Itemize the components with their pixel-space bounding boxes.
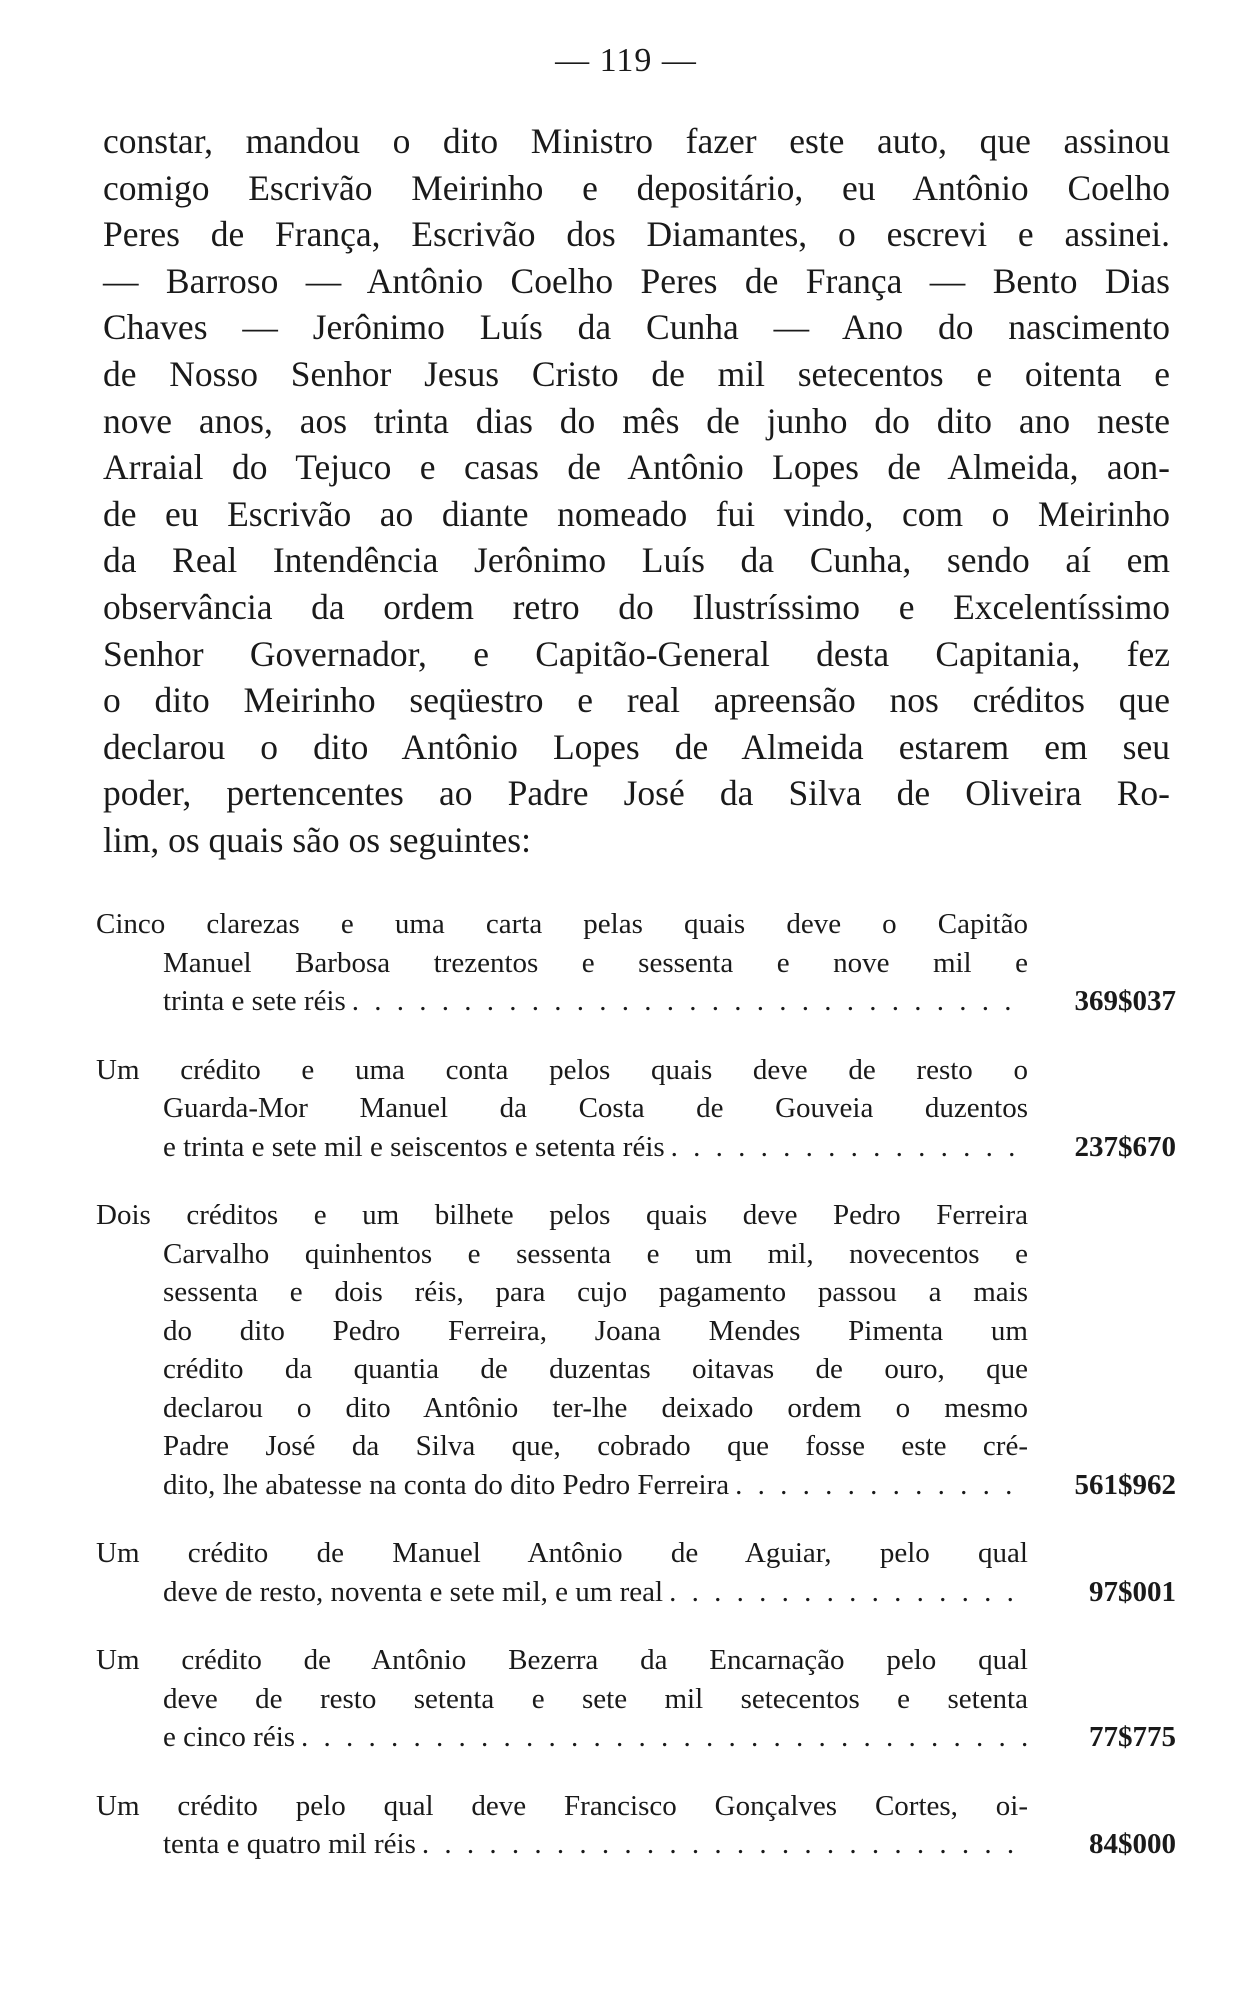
entry-text: tenta e quatro mil réis (163, 1828, 416, 1860)
entry-text: e cinco réis (163, 1721, 296, 1753)
credit-entry (96, 1051, 1176, 1167)
credit-entry (96, 1534, 1176, 1611)
body-line: observância da ordem retro do Ilustríssimo e Excelentíssimo (103, 586, 1170, 627)
entry-text-wrap (96, 1128, 1028, 1167)
entry-amount: 77$775 (1089, 1721, 1176, 1753)
body-line: o dito Meirinho seqüestro e real apreensão nos créditos que (103, 680, 1170, 721)
entry-text: Guarda-Mor Manuel da Costa de Gouveia duzentos (163, 1092, 1028, 1124)
entry-line (96, 1680, 1176, 1719)
entry-line (96, 1718, 1176, 1757)
entry-text: Um crédito de Manuel Antônio de Aguiar, pelo qual (96, 1537, 1028, 1569)
entry-line (96, 1534, 1176, 1573)
entry-text: Um crédito de Antônio Bezerra da Encarnação pelo qual (96, 1644, 1028, 1676)
entry-amount: 84$000 (1089, 1828, 1176, 1860)
entry-amount: 237$670 (1074, 1130, 1176, 1163)
body-line: nove anos, aos trinta dias do mês de junho do dito ano neste (103, 400, 1170, 441)
credit-entry (96, 1196, 1176, 1504)
entry-text: deve de resto setenta e sete mil setecentos e setenta (163, 1682, 1028, 1715)
page-number: — 119 — (555, 42, 697, 79)
entry-text: dito, lhe abatesse na conta do dito Pedro Ferreira (163, 1468, 730, 1501)
entry-text: Um crédito e uma conta pelos quais deve de resto o (96, 1053, 1028, 1086)
entry-line (96, 1350, 1176, 1389)
entry-line (96, 1641, 1176, 1680)
dot-leader (295, 1718, 1028, 1757)
body-line: da Real Intendência Jerônimo Luís da Cunha, sendo aí em (103, 540, 1170, 581)
dot-leader (663, 1573, 1028, 1612)
entry-text: crédito da quantia de duzentas oitavas de ouro, que (163, 1353, 1028, 1385)
entry-text: deve de resto, noventa e sete mil, e um real (163, 1575, 664, 1608)
body-line: Arraial do Tejuco e casas de Antônio Lopes de Almeida, aon- (103, 447, 1170, 488)
body-line: comigo Escrivão Meirinho e depositário, eu Antônio Coelho (103, 167, 1170, 208)
entry-text-wrap (96, 1825, 1028, 1864)
dot-leader (729, 1466, 1028, 1505)
entry-line (96, 982, 1176, 1021)
body-paragraph (103, 118, 1170, 864)
entry-line (96, 1273, 1176, 1312)
dot-leader (665, 1128, 1028, 1167)
entry-line (96, 1089, 1176, 1128)
body-line: Chaves — Jerônimo Luís da Cunha — Ano do nascimento (103, 307, 1170, 348)
body-line: — Barroso — Antônio Coelho Peres de França — Bento Dias (103, 260, 1170, 301)
entry-text-wrap (96, 1466, 1028, 1505)
entry-line (96, 905, 1176, 944)
entry-line (96, 1128, 1176, 1167)
body-line: poder, pertencentes ao Padre José da Silva de Oliveira Ro- (103, 773, 1170, 814)
entry-line (96, 1389, 1176, 1428)
entry-text: Cinco clarezas e uma carta pelas quais deve o Capitão (96, 908, 1028, 940)
entry-line (96, 1051, 1176, 1090)
entry-text: e trinta e sete mil e seiscentos e setenta réis (163, 1130, 665, 1163)
entry-text: trinta e sete réis (163, 985, 346, 1017)
entry-text-wrap (96, 1573, 1028, 1612)
body-line: Peres de França, Escrivão dos Diamantes, o escrevi e assinei. (103, 214, 1170, 255)
entry-text-wrap (96, 982, 1028, 1021)
entry-line (96, 1312, 1176, 1351)
entry-text: do dito Pedro Ferreira, Joana Mendes Pimenta um (163, 1314, 1028, 1347)
entry-text: Padre José da Silva que, cobrado que fosse este cré- (163, 1430, 1028, 1462)
credit-entry (96, 905, 1176, 1021)
entry-line (96, 1196, 1176, 1235)
entry-amount: 561$962 (1074, 1468, 1176, 1501)
entry-text: Um crédito pelo qual deve Francisco Gonçalves Cortes, oi- (96, 1789, 1028, 1822)
entry-line (96, 1235, 1176, 1274)
entry-text: Carvalho quinhentos e sessenta e um mil, novecentos e (163, 1237, 1028, 1270)
body-line: constar, mandou o dito Ministro fazer este auto, que assinou (103, 121, 1170, 161)
entry-text-wrap (96, 1718, 1028, 1757)
entry-line (96, 1573, 1176, 1612)
body-line: lim, os quais são os seguintes: (103, 819, 531, 860)
dot-leader (346, 982, 1028, 1021)
body-line: declarou o dito Antônio Lopes de Almeida estarem em seu (103, 726, 1170, 767)
entry-line (96, 1466, 1176, 1505)
dot-leader (416, 1825, 1028, 1864)
entry-amount: 97$001 (1089, 1575, 1176, 1608)
body-line: de Nosso Senhor Jesus Cristo de mil setecentos e oitenta e (103, 353, 1170, 394)
entry-amount: 369$037 (1074, 985, 1176, 1017)
credit-entry (96, 1641, 1176, 1757)
entry-line (96, 1427, 1176, 1466)
entry-line (96, 1787, 1176, 1826)
body-line: Senhor Governador, e Capitão-General desta Capitania, fez (103, 633, 1170, 674)
entry-text: sessenta e dois réis, para cujo pagamento passou a mais (163, 1276, 1028, 1308)
credits-list (96, 905, 1176, 1864)
entry-line (96, 1825, 1176, 1864)
entry-line (96, 944, 1176, 983)
entry-text: declarou o dito Antônio ter-lhe deixado ordem o mesmo (163, 1391, 1028, 1424)
entry-text: Manuel Barbosa trezentos e sessenta e nove mil e (163, 946, 1028, 979)
entry-text: Dois créditos e um bilhete pelos quais deve Pedro Ferreira (96, 1199, 1028, 1231)
body-line: de eu Escrivão ao diante nomeado fui vindo, com o Meirinho (103, 493, 1170, 534)
credit-entry (96, 1787, 1176, 1864)
